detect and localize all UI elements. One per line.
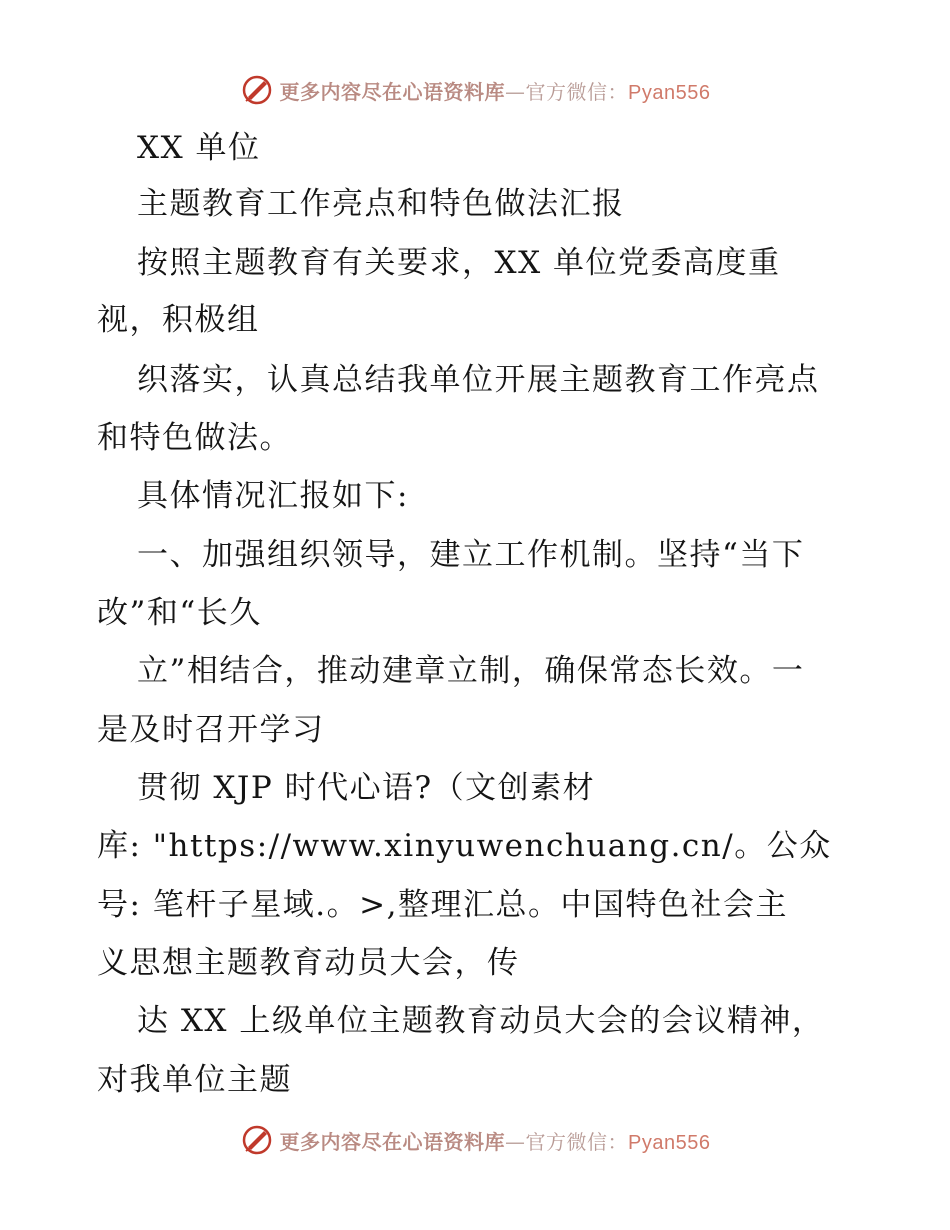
doc-line: 视，积极组 [97,302,260,338]
doc-line: 按照主题教育有关要求，XX 单位党委高度重 [137,245,781,281]
quill-logo-icon [240,73,274,107]
doc-line: 织落实，认真总结我单位开展主题教育工作亮点 [137,362,820,398]
doc-line: 库: "https://www.xinyuwenchuang.cn/。公众 [97,828,832,864]
doc-line: 贯彻 XJP 时代心语?（文创素材 [137,770,596,806]
doc-line: 改”和“长久 [97,595,262,631]
doc-line: 和特色做法。 [97,420,292,456]
banner-text: 更多内容尽在心语资料库—官方微信：Pyan556 [279,79,711,104]
quill-logo-icon [240,1123,274,1157]
doc-line: 对我单位主题 [97,1062,292,1098]
doc-line: 是及时召开学习 [97,712,325,748]
doc-line: 主题教育工作亮点和特色做法汇报 [137,186,625,222]
doc-line: 号: 笔杆子星域.。>,整理汇总。中国特色社会主 [97,887,788,923]
banner-text: 更多内容尽在心语资料库—官方微信：Pyan556 [279,1129,711,1154]
footer-banner [0,1120,950,1160]
doc-line: 达 XX 上级单位主题教育动员大会的会议精神， [137,1003,825,1039]
doc-line: 一、加强组织领导，建立工作机制。坚持“当下 [137,537,805,573]
header-banner [0,70,950,110]
doc-line: XX 单位 [137,130,261,166]
doc-line: 立”相结合，推动建章立制，确保常态长效。一 [137,653,805,689]
doc-line: 具体情况汇报如下: [137,478,409,514]
doc-line: 义思想主题教育动员大会，传 [97,945,520,981]
